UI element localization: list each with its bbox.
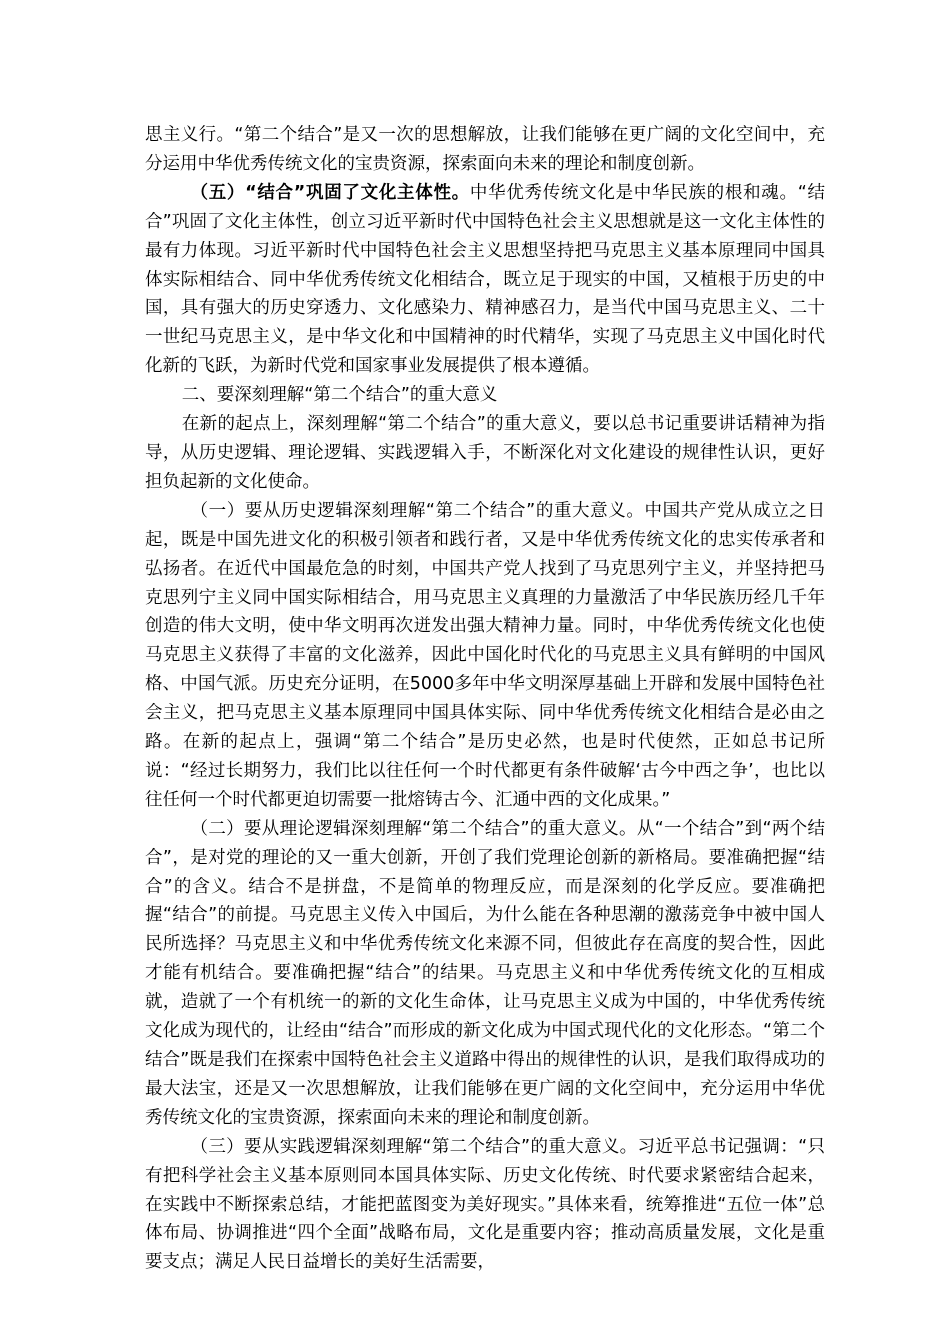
heading-part-2: 二、要深刻理解“第二个结合”的重大意义 (181, 385, 498, 406)
practical-logic-lead: （三）要从实践逻辑深刻理解“第二个结合”的重大意义。 (190, 1136, 638, 1157)
section-5-lead: （五）“结合”巩固了文化主体性。 (190, 182, 470, 203)
paragraph-intro: 在新的起点上，深刻理解“第二个结合”的重大意义，要以总书记重要讲话精神为指导，从历史逻辑、理论逻辑、实践逻辑入手，不断深化对文化建设的规律性认识，更好担负起新的文化使命。 (145, 414, 825, 492)
practical-logic-body: 习近平总书记强调：“只有把科学社会主义基本原则同本国具体实际、历史文化传统、时代要求紧密结合起来，在实践中不断探索总结，才能把蓝图变为美好现实。”具体来看，统筹推进“五位一体”总体布局、协调推进“四个全面”战略布局，文化是重要内容；推动高质量发展，文化是重要支点；满足人民日益增长的美好生活需要， (145, 1136, 825, 1273)
section-5-body: 中华优秀传统文化是中华民族的根和魂。“结合”巩固了文化主体性，创立习近平新时代中国特色社会主义思想就是这一文化主体性的最有力体现。习近平新时代中国特色社会主义思想坚持把马克思主义基本原理同中国具体实际相结合、同中华优秀传统文化相结合，既立足于现实的中国，又植根于历史的中国，具有强大的历史穿透力、文化感染力、精神感召力，是当代中国马克思主义、二十一世纪马克思主义，是中华文化和中国精神的时代精华，实现了马克思主义中国化时代化新的飞跃，为新时代党和国家事业发展提供了根本遵循。 (145, 182, 825, 377)
theoretical-logic-body: 从“一个结合”到“两个结合”，是对党的理论的又一重大创新，开创了我们党理论创新的新格局。要准确把握“结合”的含义。结合不是拼盘，不是简单的物理反应，而是深刻的化学反应。要准确把握“结合”的前提。马克思主义传入中国后，为什么能在各种思潮的激荡竞争中被中国人民所选择？马克思主义和中华优秀传统文化来源不同，但彼此存在高度的契合性，因此才能有机结合。要准确把握“结合”的结果。马克思主义和中华优秀传统文化的互相成就，造就了一个有机统一的新的文化生命体，让马克思主义成为中国的，中华优秀传统文化成为现代的，让经由“结合”而形成的新文化成为中国式现代化的文化形态。“第二个结合”既是我们在探索中国特色社会主义道路中得出的规律性的认识，是我们取得成功的最大法宝，还是又一次思想解放，让我们能够在更广阔的文化空间中，充分运用中华优秀传统文化的宝贵资源，探索面向未来的理论和制度创新。 (145, 818, 825, 1128)
theoretical-logic-lead: （二）要从理论逻辑深刻理解“第二个结合”的重大意义。 (190, 818, 637, 839)
paragraph-historical-logic (145, 497, 825, 815)
paragraph-theoretical-logic (145, 815, 825, 1133)
paragraph-continuation: 思主义行。“第二个结合”是又一次的思想解放，让我们能够在更广阔的文化空间中，充分运用中华优秀传统文化的宝贵资源，探索面向未来的理论和制度创新。 (145, 125, 825, 174)
historical-logic-body: 中国共产党从成立之日起，既是中国先进文化的积极引领者和践行者，又是中华优秀传统文化的忠实传承者和弘扬者。在近代中国最危急的时刻，中国共产党人找到了马克思列宁主义，并坚持把马克思列宁主义同中国实际相结合，用马克思主义真理的力量激活了中华民族历经几千年创造的伟大文明，使中华文明再次迸发出强大精神力量。同时，中华优秀传统文化也使马克思主义获得了丰富的文化滋养，因此中国化时代化的马克思主义具有鲜明的中国风格、中国气派。历史充分证明，在5000多年中华文明深厚基础上开辟和发展中国特色社会主义，把马克思主义基本原理同中国具体实际、同中华优秀传统文化相结合是必由之路。在新的起点上，强调“第二个结合”是历史必然，也是时代使然，正如总书记所说：“经过长期努力，我们比以往任何一个时代都更有条件破解‘古今中西之争’，也比以往任何一个时代都更迫切需要一批熔铸古今、汇通中西的文化成果。” (145, 500, 825, 810)
paragraph-practical-logic (145, 1133, 825, 1278)
paragraph-section-5 (145, 179, 825, 381)
document-page (145, 121, 825, 1277)
historical-logic-lead: （一）要从历史逻辑深刻理解“第二个结合”的重大意义。 (190, 500, 645, 521)
